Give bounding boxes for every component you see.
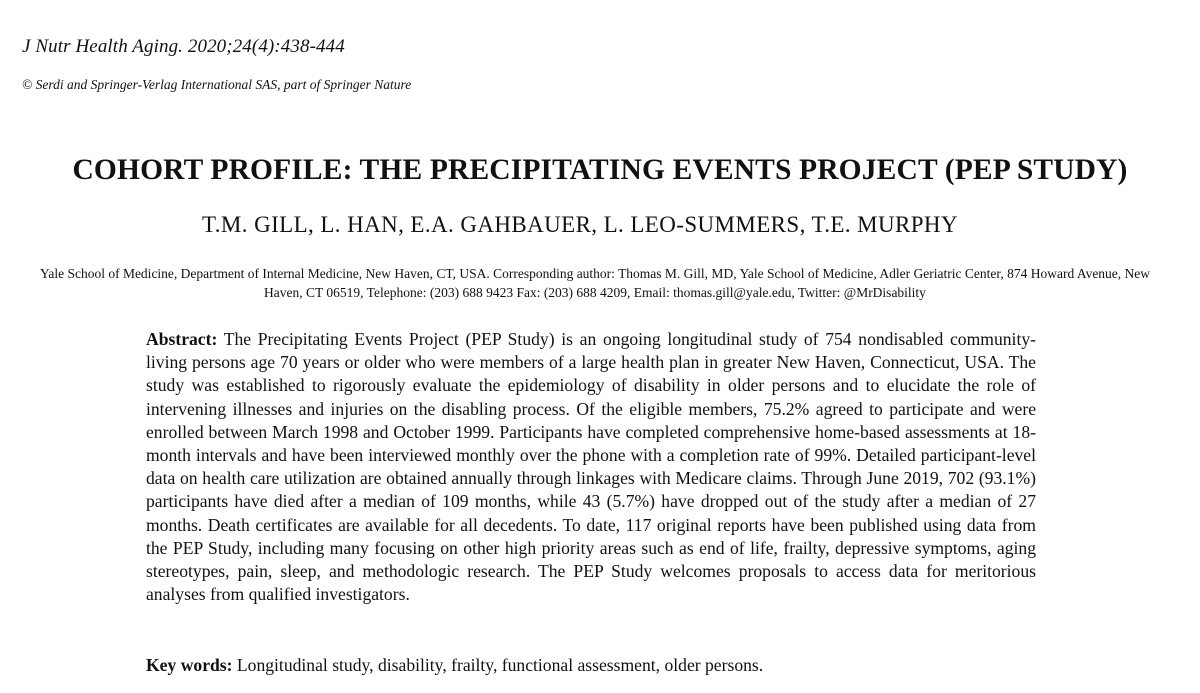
article-title: COHORT PROFILE: THE PRECIPITATING EVENTS PROJECT (PEP STUDY) <box>72 154 1128 186</box>
abstract-text: The Precipitating Events Project (PEP Study) is an ongoing longitudinal study of 754 nondisabled community-living persons age 70 years or older who were members of a large health plan in greater New Haven, Connecticut, USA. The study was established to rigorously evaluate the epidemiology of disability in older persons and to elucidate the role of intervening illnesses and injuries on the disabling process. Of the eligible members, 75.2% agreed to participate and were enrolled between March 1998 and October 1999. Participants have completed comprehensive home-based assessments at 18-month intervals and have been interviewed monthly over the phone with a completion rate of 99%. Detailed participant-level data on health care utilization are obtained annually through linkages with Medicare claims. Through June 2019, 702 (93.1%) participants have died after a median of 109 months, while 43 (5.7%) have dropped out of the study after a median of 27 months. Death certificates are available for all decedents. To date, 117 original reports have been published using data from the PEP Study, including many focusing on other high priority areas such as end of life, frailty, depressive symptoms, aging stereotypes, pain, sleep, and methodologic research. The PEP Study welcomes proposals to access data for meritorious analyses from qualified investigators. <box>146 329 1036 605</box>
keywords-text: Longitudinal study, disability, frailty, functional assessment, older persons. <box>236 655 764 675</box>
author-list: T.M. GILL, L. HAN, E.A. GAHBAUER, L. LEO-SUMMERS, T.E. MURPHY <box>202 212 958 237</box>
journal-citation: J Nutr Health Aging. 2020;24(4):438-444 <box>22 36 345 57</box>
keywords <box>146 654 1036 677</box>
copyright-line: © Serdi and Springer-Verlag International SAS, part of Springer Nature <box>22 77 412 92</box>
abstract <box>146 328 1036 606</box>
keywords-label: Key words: <box>146 655 233 675</box>
abstract-label: Abstract: <box>146 329 218 349</box>
affiliation: Yale School of Medicine, Department of Internal Medicine, New Haven, CT, USA. Corresponding author: Thomas M. Gill, MD, Yale School of Medicine, Adler Geriatric Center, 874 Howard Avenue, New Haven, CT 06519, Telephone: (203) 688 9423 Fax: (203) 688 4209, Email: thomas.gill@yale.edu, Twitter: @MrDisability <box>39 266 1151 300</box>
